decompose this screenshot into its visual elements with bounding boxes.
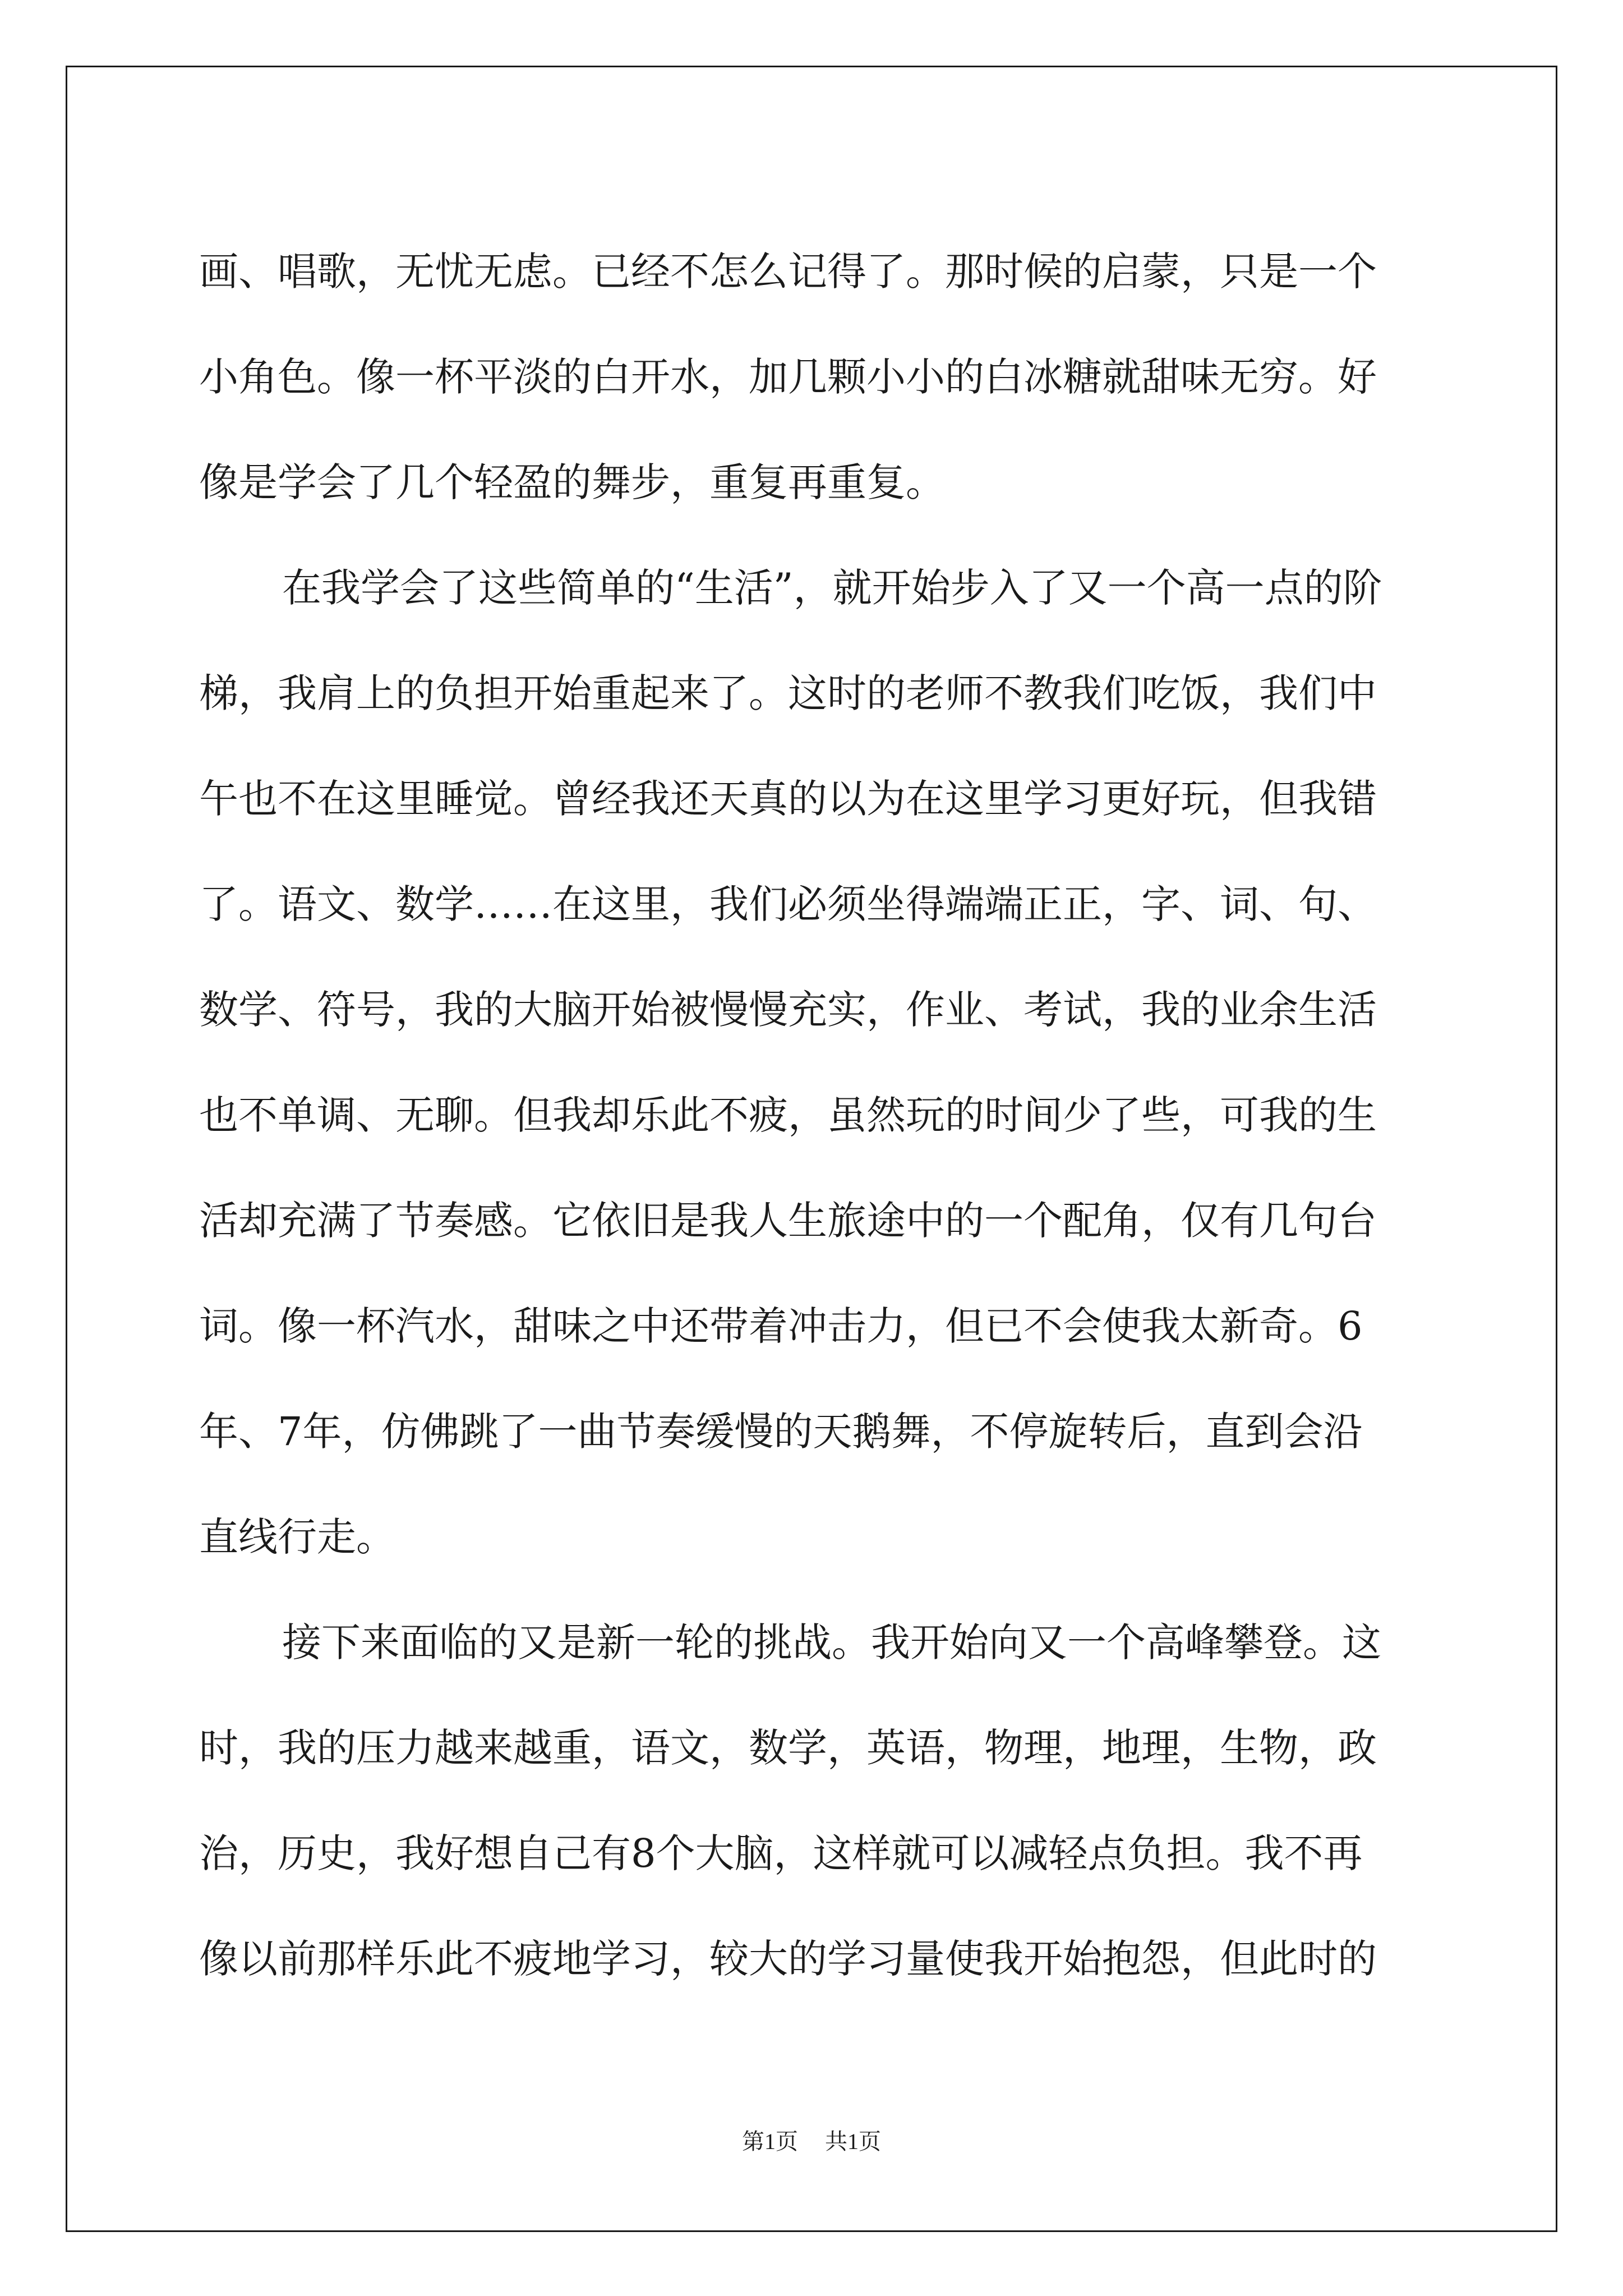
text-line: 年、7年，仿佛跳了一曲节奏缓慢的天鹅舞，不停旋转后，直到会沿 bbox=[199, 1409, 1363, 1455]
text-line: 词。像一杯汽水，甜味之中还带着冲击力，但已不会使我太新奇。6 bbox=[199, 1303, 1363, 1349]
text-line: 画、唱歌，无忧无虑。已经不怎么记得了。那时候的启蒙，只是一个 bbox=[199, 249, 1377, 295]
text-line: 了。语文、数学……在这里，我们必须坐得端端正正，字、词、句、 bbox=[199, 881, 1377, 927]
text-line: 梯，我肩上的负担开始重起来了。这时的老师不教我们吃饭，我们中 bbox=[199, 670, 1377, 716]
text-line: 直线行走。 bbox=[199, 1514, 395, 1560]
text-line: 像以前那样乐此不疲地学习，较大的学习量使我开始抱怨，但此时的 bbox=[199, 1936, 1377, 1982]
text-line: 数学、符号，我的大脑开始被慢慢充实，作业、考试，我的业余生活 bbox=[199, 987, 1377, 1033]
text-line: 午也不在这里睡觉。曾经我还天真的以为在这里学习更好玩，但我错 bbox=[199, 776, 1377, 822]
paragraph-start-line: 接下来面临的又是新一轮的挑战。我开始向又一个高峰攀登。这 bbox=[282, 1619, 1381, 1665]
paragraph-start-line: 在我学会了这些简单的“生活”，就开始步入了又一个高一点的阶 bbox=[282, 565, 1382, 611]
text-line: 治，历史，我好想自己有8个大脑，这样就可以减轻点负担。我不再 bbox=[199, 1830, 1363, 1876]
page-number-total: 共1页 bbox=[825, 2129, 881, 2154]
text-line: 像是学会了几个轻盈的舞步，重复再重复。 bbox=[199, 459, 945, 505]
text-line: 也不单调、无聊。但我却乐此不疲，虽然玩的时间少了些，可我的生 bbox=[199, 1092, 1377, 1138]
text-line: 活却充满了节奏感。它依旧是我人生旅途中的一个配角，仅有几句台 bbox=[199, 1198, 1377, 1244]
text-line: 小角色。像一杯平淡的白开水，加几颗小小的白冰糖就甜味无穷。好 bbox=[199, 354, 1377, 400]
page-number-current: 第1页 bbox=[742, 2129, 798, 2154]
document-body bbox=[199, 219, 1438, 2012]
text-line: 时，我的压力越来越重，语文，数学，英语，物理，地理，生物，政 bbox=[199, 1725, 1377, 1771]
page-footer bbox=[0, 2124, 1623, 2156]
